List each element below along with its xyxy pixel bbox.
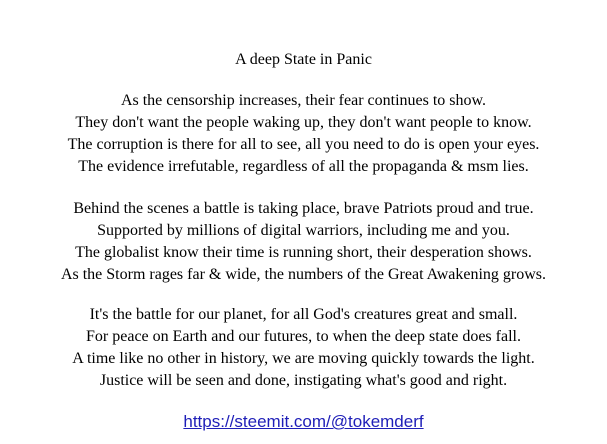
stanza-line: They don't want the people waking up, they don't want people to know. [75, 114, 532, 131]
stanza-line: Justice will be seen and done, instigating what's good and right. [99, 372, 508, 389]
stanza-line: It's the battle for our planet, for all God's creatures great and small. [89, 306, 518, 323]
stanza-line: The globalist know their time is running short, their desperation shows. [75, 244, 532, 261]
stanza [0, 198, 607, 286]
poem-title: A deep State in Panic [235, 51, 372, 68]
stanza-line: A time like no other in history, we are moving quickly towards the light. [72, 350, 535, 367]
stanza-line: The evidence irrefutable, regardless of all the propaganda & msm lies. [78, 158, 529, 175]
stanza [0, 90, 607, 178]
author-link-container [0, 411, 607, 433]
stanza-line: Behind the scenes a battle is taking place, brave Patriots proud and true. [73, 200, 534, 217]
stanza [0, 304, 607, 392]
stanza-line: The corruption is there for all to see, all you need to do is open your eyes. [67, 136, 540, 153]
stanza-line: As the Storm rages far & wide, the numbers of the Great Awakening grows. [60, 266, 547, 283]
stanza-line: For peace on Earth and our futures, to when the deep state does fall. [86, 328, 521, 345]
stanza-line: Supported by millions of digital warriors, including me and you. [97, 222, 510, 239]
author-link[interactable]: https://steemit.com/@tokemderf [183, 412, 424, 431]
stanza-line: As the censorship increases, their fear continues to show. [120, 92, 487, 109]
